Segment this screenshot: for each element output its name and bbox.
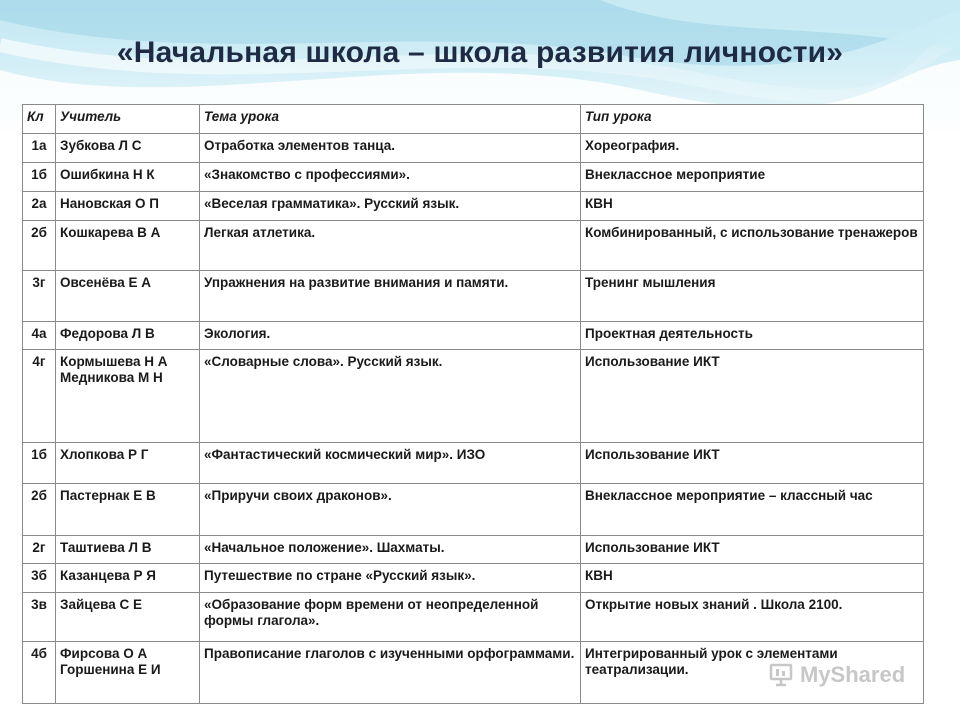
table-row <box>23 271 924 322</box>
cell-class: 2а <box>23 192 56 221</box>
cell-class: 3в <box>23 593 56 642</box>
watermark-logo <box>768 660 928 690</box>
table-row <box>23 192 924 221</box>
cell-type: Открытие новых знаний . Школа 2100. <box>581 593 924 642</box>
cell-teacher: Таштиева Л В <box>56 536 200 564</box>
presentation-icon <box>768 662 794 688</box>
cell-topic: Экология. <box>200 322 581 350</box>
cell-topic: «Словарные слова». Русский язык. <box>200 350 581 443</box>
cell-type: Проектная деятельность <box>581 322 924 350</box>
cell-topic: «Веселая грамматика». Русский язык. <box>200 192 581 221</box>
cell-topic: «Приручи своих драконов». <box>200 484 581 536</box>
cell-type: Использование ИКТ <box>581 536 924 564</box>
cell-class: 1б <box>23 163 56 192</box>
header-class: Кл <box>23 105 56 134</box>
header-teacher: Учитель <box>56 105 200 134</box>
cell-teacher: Кормышева Н А Медникова М Н <box>56 350 200 443</box>
cell-teacher: Фирсова О А Горшенина Е И <box>56 642 200 704</box>
cell-type: КВН <box>581 564 924 593</box>
cell-class: 2г <box>23 536 56 564</box>
cell-topic: Легкая атлетика. <box>200 221 581 271</box>
table-row <box>23 322 924 350</box>
cell-class: 3г <box>23 271 56 322</box>
cell-topic: «Начальное положение». Шахматы. <box>200 536 581 564</box>
table-row <box>23 536 924 564</box>
cell-topic: «Знакомство с профессиями». <box>200 163 581 192</box>
cell-topic: «Фантастический космический мир». ИЗО <box>200 443 581 484</box>
watermark-text: MyShared <box>800 662 906 687</box>
table-row <box>23 134 924 163</box>
cell-class: 1б <box>23 443 56 484</box>
cell-teacher: Пастернак Е В <box>56 484 200 536</box>
cell-topic: Правописание глаголов с изученными орфограммами. <box>200 642 581 704</box>
table-row <box>23 443 924 484</box>
cell-class: 2б <box>23 221 56 271</box>
cell-type: Внеклассное мероприятие <box>581 163 924 192</box>
cell-type: Интегрированный урок с элементами театрализации. <box>581 642 924 704</box>
table-row <box>23 593 924 642</box>
table-row <box>23 163 924 192</box>
header-type: Тип урока <box>581 105 924 134</box>
page-title: «Начальная школа – школа развития личности» <box>116 36 844 69</box>
cell-class: 4б <box>23 642 56 704</box>
table-row <box>23 350 924 443</box>
cell-type: Использование ИКТ <box>581 443 924 484</box>
cell-teacher: Казанцева Р Я <box>56 564 200 593</box>
cell-type: Комбинированный, с использование тренажеров <box>581 221 924 271</box>
cell-topic: «Образование форм времени от неопределенной формы глагола». <box>200 593 581 642</box>
cell-class: 3б <box>23 564 56 593</box>
header-topic: Тема урока <box>200 105 581 134</box>
cell-type: Внеклассное мероприятие – классный час <box>581 484 924 536</box>
cell-topic: Путешествие по стране «Русский язык». <box>200 564 581 593</box>
cell-teacher: Кошкарева В А <box>56 221 200 271</box>
cell-class: 2б <box>23 484 56 536</box>
cell-topic: Упражнения на развитие внимания и памяти. <box>200 271 581 322</box>
lesson-table <box>22 104 924 704</box>
cell-teacher: Хлопкова Р Г <box>56 443 200 484</box>
cell-teacher: Ошибкина Н К <box>56 163 200 192</box>
cell-type: КВН <box>581 192 924 221</box>
cell-class: 1а <box>23 134 56 163</box>
cell-teacher: Овсенёва Е А <box>56 271 200 322</box>
cell-class: 4г <box>23 350 56 443</box>
cell-teacher: Зубкова Л С <box>56 134 200 163</box>
cell-class: 4а <box>23 322 56 350</box>
cell-type: Тренинг мышления <box>581 271 924 322</box>
cell-teacher: Нановская О П <box>56 192 200 221</box>
table-row <box>23 221 924 271</box>
cell-topic: Отработка элементов танца. <box>200 134 581 163</box>
cell-type: Использование ИКТ <box>581 350 924 443</box>
table-row <box>23 484 924 536</box>
cell-type: Хореография. <box>581 134 924 163</box>
cell-teacher: Федорова Л В <box>56 322 200 350</box>
cell-teacher: Зайцева С Е <box>56 593 200 642</box>
table-header-row <box>23 105 924 134</box>
table-row <box>23 564 924 593</box>
